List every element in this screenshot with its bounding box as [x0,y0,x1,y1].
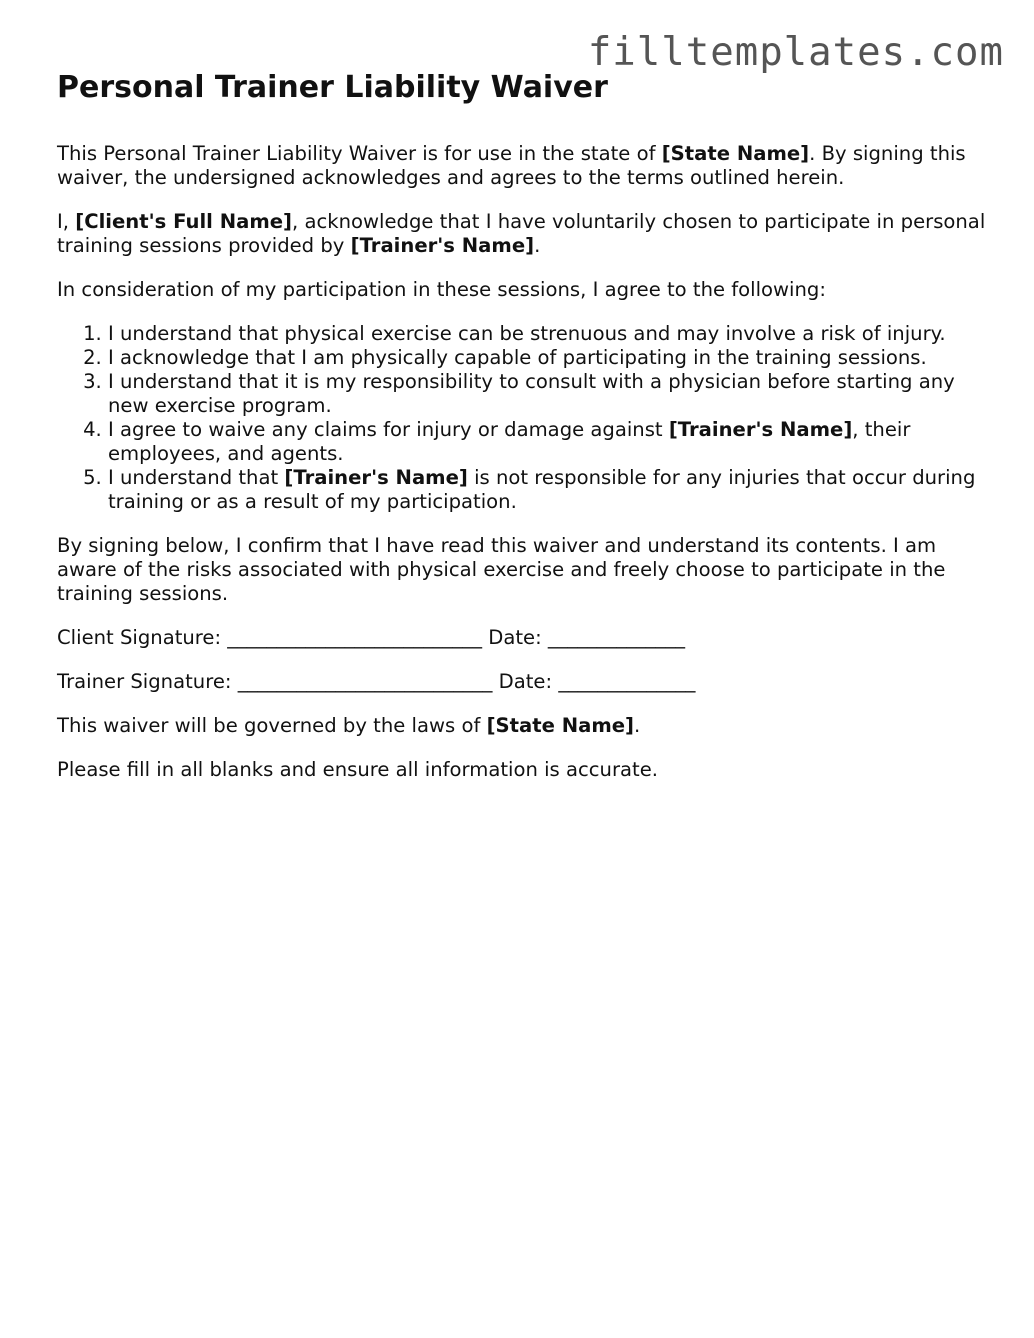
trainer-name-placeholder: [Trainer's Name] [284,466,468,489]
instructions-paragraph: Please fill in all blanks and ensure all information is accurate. [57,758,658,781]
ack-text-2: , acknowledge that I have voluntarily chosen to participate in personal training sessions provided by [57,210,986,257]
term-5-text-1: I understand that [108,466,285,489]
ack-text-3: . [534,234,541,257]
document-body [57,68,987,802]
terms-list [57,322,987,514]
ack-text-1: I, [57,210,76,233]
law-text-1: This waiver will be governed by the laws of [57,714,487,737]
confirmation-paragraph: By signing below, I confirm that I have read this waiver and understand its contents. I am aware of the risks associated with physical exercise and freely choose to participate in the training sessions. [57,534,946,605]
trainer-name-placeholder: [Trainer's Name] [668,418,853,441]
acknowledgment-paragraph [57,210,987,258]
intro-text-1: This Personal Trainer Liability Waiver is for use in the state of [57,142,662,165]
state-name-placeholder: [State Name] [661,142,810,165]
state-name-placeholder: [State Name] [486,714,635,737]
term-item: 3. I understand that it is my responsibility to consult with a physician before starting any new exercise program. [108,370,987,418]
term-item [108,418,987,466]
term-5-text-2: is not responsible for any injuries that occur during training or as a result of my participation. [108,466,976,513]
intro-text-2: . By signing this waiver, the undersigned acknowledges and agrees to the terms outlined herein. [57,142,966,189]
trainer-signature-line[interactable]: Trainer Signature: __________________________ Date: ______________ [57,670,696,693]
client-name-placeholder: [Client's Full Name] [75,210,292,233]
watermark: filltemplates.com [587,30,1004,75]
term-4-text-2: , their employees, and agents. [108,418,911,465]
consideration-paragraph: In consideration of my participation in these sessions, I agree to the following: [57,278,826,301]
law-text-2: . [634,714,641,737]
trainer-name-placeholder: [Trainer's Name] [350,234,535,257]
intro-paragraph [57,142,987,190]
term-item: 1. I understand that physical exercise can be strenuous and may involve a risk of injury. [108,322,987,346]
document-title: Personal Trainer Liability Waiver [57,70,608,105]
term-item [108,466,987,514]
term-item: 2. I acknowledge that I am physically capable of participating in the training sessions. [108,346,987,370]
governing-law-paragraph [57,714,987,738]
term-4-text-1: I agree to waive any claims for injury or damage against [108,418,669,441]
client-signature-line[interactable]: Client Signature: __________________________ Date: ______________ [57,626,686,649]
